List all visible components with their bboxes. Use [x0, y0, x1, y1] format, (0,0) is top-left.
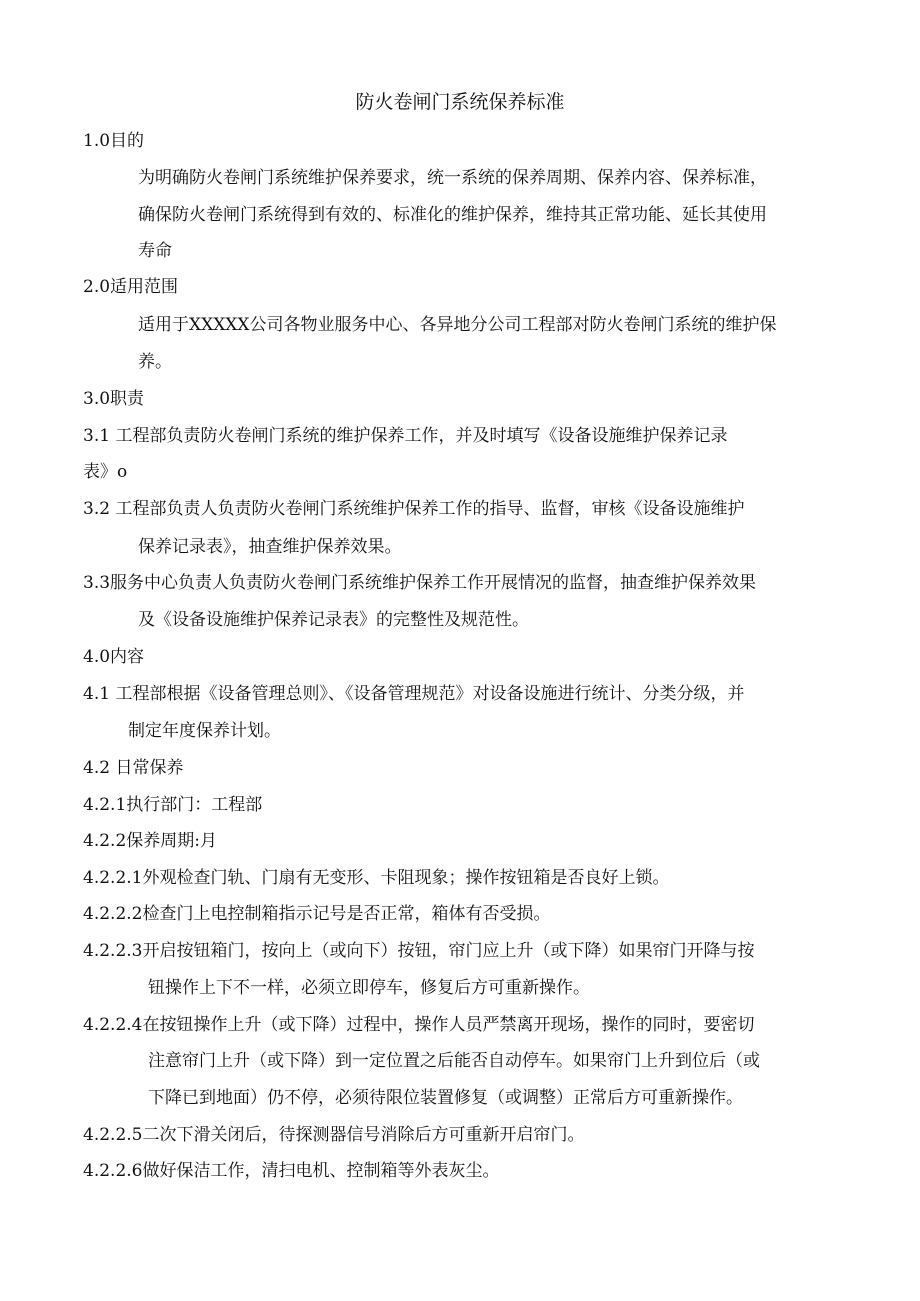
list-item-line: 4.2.1执行部门：工程部: [83, 795, 263, 815]
section-heading: 4.0内容: [83, 647, 145, 667]
paragraph-line: 确保防火卷闸门系统得到有效的、标准化的维护保养，维持其正常功能、延长其使用: [138, 205, 767, 225]
list-item-line: 4.2.2.1外观检查门轨、门扇有无变形、卡阻现象；操作按钮箱是否良好上锁。: [83, 868, 670, 888]
list-item-line: 3.3服务中心负责人负责防火卷闸门系统维护保养工作开展情况的监督，抽查维护保养效果: [83, 573, 757, 593]
list-item-line: 钮操作上下不一样，必须立即停车，修复后方可重新操作。: [148, 978, 590, 998]
paragraph-line: 适用于XXXXX公司各物业服务中心、各异地分公司工程部对防火卷闸门系统的维护保: [138, 315, 777, 335]
list-item-line: 4.1 工程部根据《设备管理总则》、《设备管理规范》对设备设施进行统计、分类分级，并: [83, 684, 745, 704]
list-item-line: 3.1 工程部负责防火卷闸门系统的维护保养工作，并及时填写《设备设施维护保养记录: [83, 426, 728, 446]
list-item-line: 制定年度保养计划。: [128, 721, 281, 741]
list-item-line: 4.2.2.3开启按钮箱门，按向上（或向下）按钮，帘门应上升（或下降）如果帘门开降与按: [83, 941, 755, 961]
list-item-line: 注意帘门上升（或下降）到一定位置之后能否自动停车。如果帘门上升到位后（或: [148, 1051, 760, 1071]
section-heading: 3.0职责: [83, 389, 145, 409]
list-item-line: 4.2.2.5二次下滑关闭后，待探测器信号消除后方可重新开启帘门。: [83, 1125, 585, 1145]
paragraph-line: 寿命: [138, 241, 172, 261]
list-item-line: 表》o: [83, 462, 128, 482]
list-item-line: 下降已到地面）仍不停，必须待限位装置修复（或调整）正常后方可重新操作。: [148, 1088, 743, 1108]
list-item-line: 4.2.2.2检查门上电控制箱指示记号是否正常，箱体有否受损。: [83, 904, 551, 924]
list-item-line: 及《设备设施维护保养记录表》的完整性及规范性。: [138, 610, 529, 630]
section-heading: 1.0目的: [83, 131, 145, 151]
list-item-line: 4.2.2保养周期:月: [83, 831, 217, 851]
list-item-line: 4.2.2.6做好保洁工作，清扫电机、控制箱等外表灰尘。: [83, 1161, 500, 1181]
paragraph-line: 养。: [138, 352, 172, 372]
list-item-line: 4.2 日常保养: [83, 758, 184, 778]
page-title: 防火卷闸门系统保养标准: [355, 91, 565, 113]
paragraph-line: 为明确防火卷闸门系统维护保养要求，统一系统的保养周期、保养内容、保养标准，: [138, 168, 767, 188]
list-item-line: 4.2.2.4在按钮操作上升（或下降）过程中，操作人员严禁离开现场，操作的同时，要密切: [83, 1015, 755, 1035]
list-item-line: 保养记录表》，抽查维护保养效果。: [138, 537, 402, 557]
section-heading: 2.0适用范围: [83, 277, 179, 297]
list-item-line: 3.2 工程部负责人负责防火卷闸门系统维护保养工作的指导、监督，审核《设备设施维护: [83, 499, 745, 519]
